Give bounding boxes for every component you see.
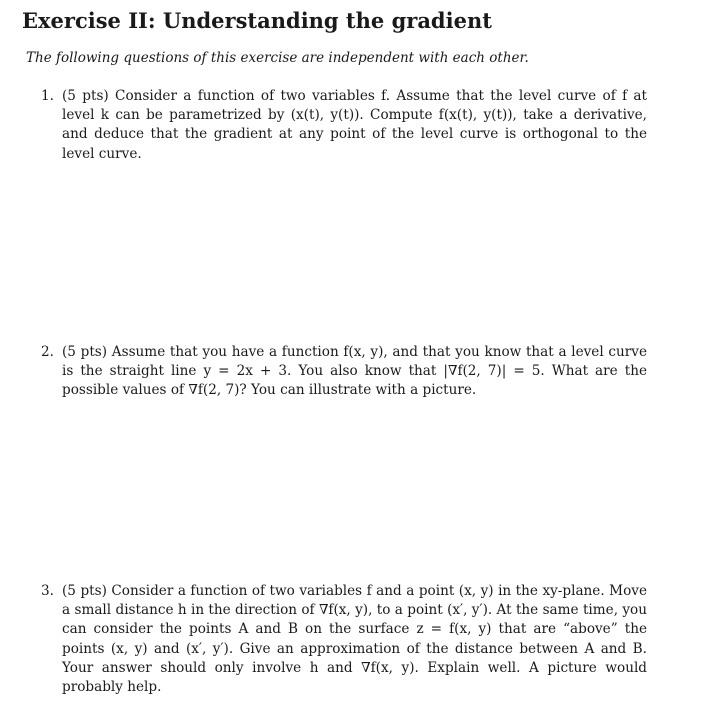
question-text: (5 pts) Consider a function of two variables f. Assume that the level curve of f at level k can be parametrized by (x(t), y(t)). Compute f(x(t), y(t)), take a derivative, and deduce that the gradient at any point of the level curve is orthogonal to the level curve. (62, 88, 647, 162)
question-text: (5 pts) Consider a function of two variables f and a point (x, y) in the xy-plane. Move a small distance h in the direction of ∇f(x, y), to a point (x′, y′). At the same time, you can consider the points A and B on the surface z = f(x, y) that are “above” the points (x, y) and (x′, y′). Give an approximation of the distance between A and B. Your answer should only involve h and ∇f(x, y). Explain well. A picture would probably help. (62, 583, 647, 696)
exercise-title: Exercise II: Understanding the gradient (22, 8, 492, 33)
question-1 (41, 87, 647, 164)
question-number: 3. (41, 583, 54, 599)
question-text: (5 pts) Assume that you have a function f(x, y), and that you know that a level curve is the straight line y = 2x + 3. You also know that |∇f(2, 7)| = 5. What are the possible values of ∇f(2, 7)? You can illustrate with a picture. (62, 344, 647, 399)
question-3 (41, 582, 647, 697)
exercise-subtitle: The following questions of this exercise are independent with each other. (26, 50, 529, 66)
question-number: 1. (41, 88, 54, 104)
question-2 (41, 343, 647, 401)
question-number: 2. (41, 344, 54, 360)
